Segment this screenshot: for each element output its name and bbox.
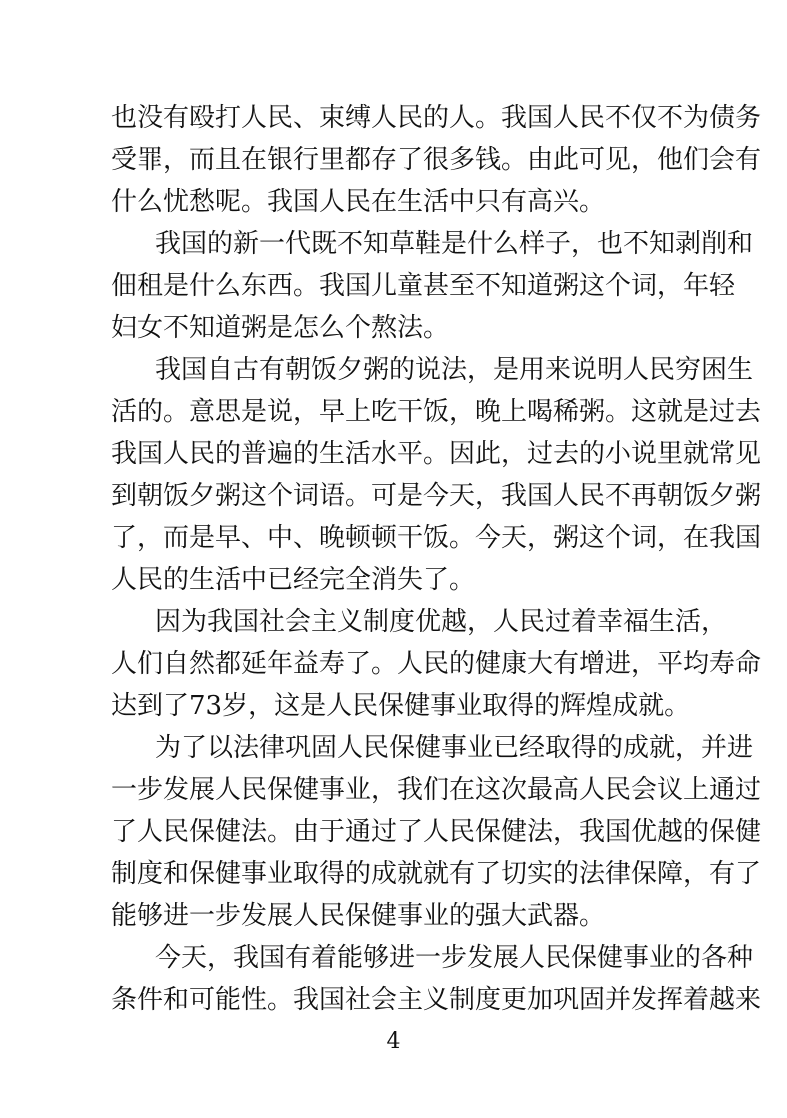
text-line: 因为我国社会主义制度优越，人民过着幸福生活，	[155, 607, 728, 637]
text-line: 我国自古有朝饭夕粥的说法，是用来说明人民穷困生	[155, 355, 754, 385]
text-line: 人民的生活中已经完全消失了。	[111, 565, 476, 595]
text-line: 人们自然都延年益寿了。人民的健康大有增进，平均寿命	[111, 649, 762, 679]
text-line: 今天，我国有着能够进一步发展人民保健事业的各种	[155, 943, 754, 973]
text-line: 制度和保健事业取得的成就就有了切实的法律保障，有了	[111, 859, 762, 889]
text-line: 活的。意思是说，早上吃干饭，晚上喝稀粥。这就是过去	[111, 397, 762, 427]
text-line: 到朝饭夕粥这个词语。可是今天，我国人民不再朝饭夕粥	[111, 481, 762, 511]
text-line: 我国人民的普遍的生活水平。因此，过去的小说里就常见	[111, 439, 762, 469]
text-line: 受罪，而且在银行里都存了很多钱。由此可见，他们会有	[111, 145, 762, 175]
text-line: 也没有殴打人民、束缚人民的人。我国人民不仅不为债务	[111, 103, 762, 133]
page-number: 4	[386, 1029, 401, 1054]
text-line: 了，而是早、中、晚顿顿干饭。今天，粥这个词，在我国	[111, 523, 762, 553]
text-line: 什么忧愁呢。我国人民在生活中只有高兴。	[111, 187, 606, 217]
text-line: 一步发展人民保健事业，我们在这次最高人民会议上通过	[111, 775, 762, 805]
text-line: 妇女不知道粥是怎么个熬法。	[111, 313, 450, 343]
text-line: 条件和可能性。我国社会主义制度更加巩固并发挥着越来	[111, 985, 762, 1015]
text-line: 能够进一步发展人民保健事业的强大武器。	[111, 901, 606, 931]
text-line: 了人民保健法。由于通过了人民保健法，我国优越的保健	[111, 817, 762, 847]
text-line: 达到了73岁，这是人民保健事业取得的辉煌成就。	[111, 691, 691, 721]
text-line: 为了以法律巩固人民保健事业已经取得的成就，并进	[155, 733, 754, 763]
text-line: 佃租是什么东西。我国儿童甚至不知道粥这个词，年轻	[111, 271, 736, 301]
text-line: 我国的新一代既不知草鞋是什么样子，也不知剥削和	[155, 229, 754, 259]
